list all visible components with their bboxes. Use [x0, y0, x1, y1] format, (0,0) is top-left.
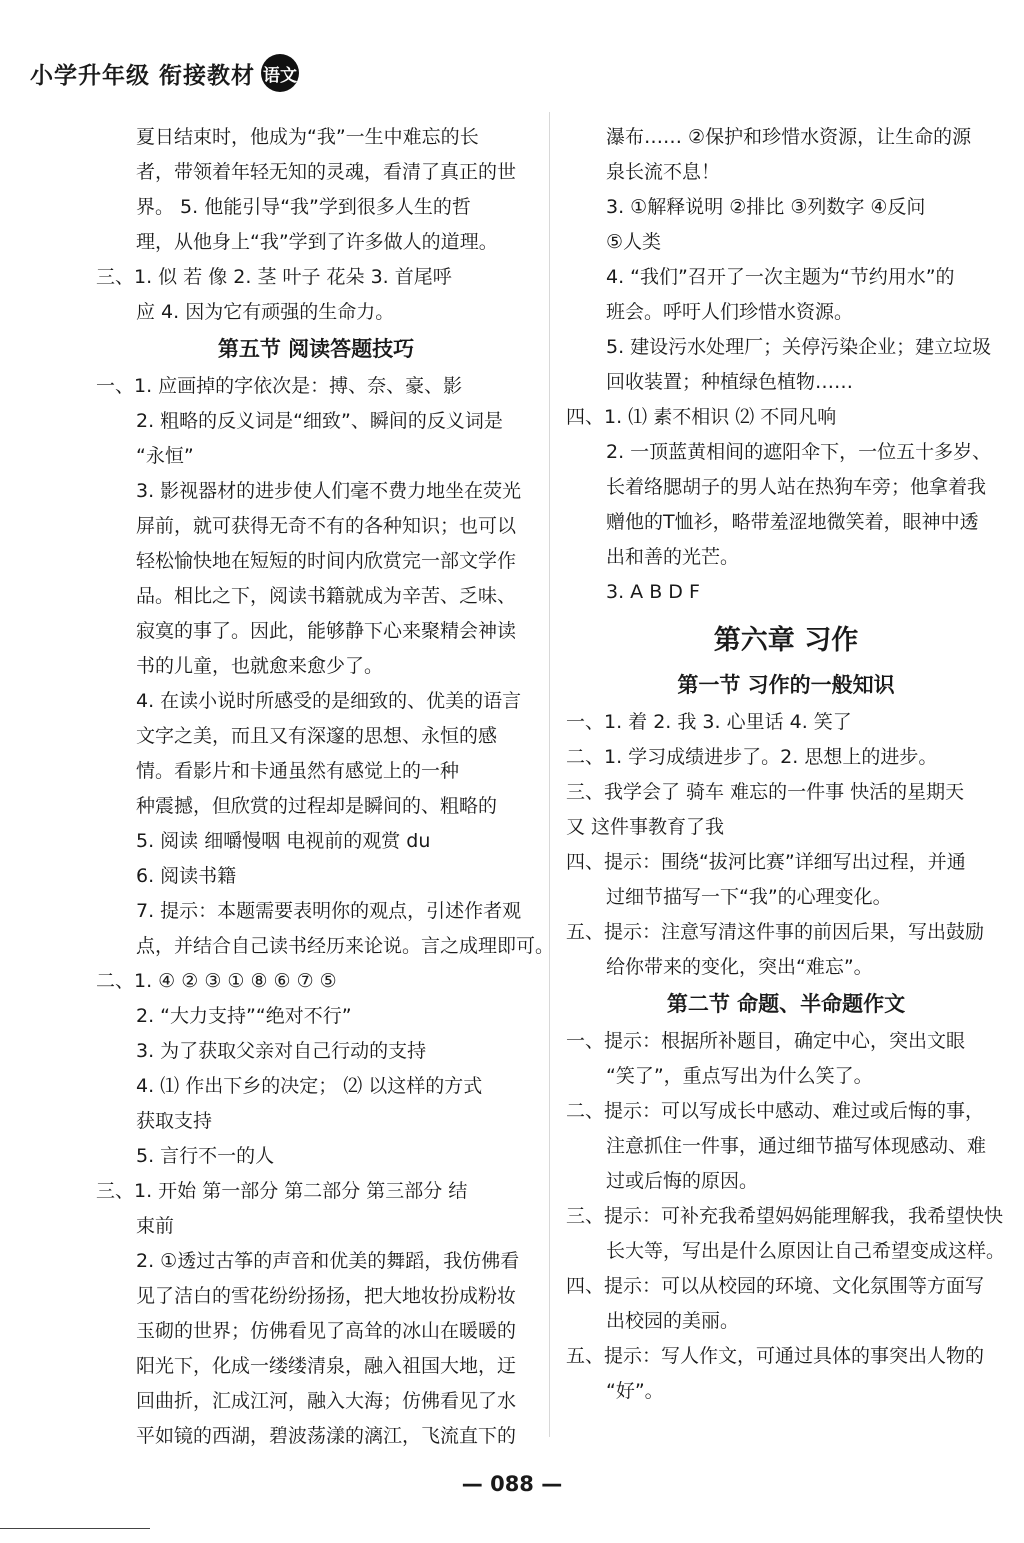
- answer-line: 三、1. 开始 第一部分 第二部分 第三部分 结: [96, 1180, 468, 1202]
- footer-rule: [0, 1528, 150, 1529]
- answer-line: 5. 阅读 细嚼慢咽 电视前的观赏 du: [136, 830, 431, 852]
- answer-line: 4. ⑴ 作出下乡的决定； ⑵ 以这样的方式: [136, 1075, 483, 1097]
- answer-line: 文字之美，而且又有深邃的思想、永恒的感: [136, 725, 498, 747]
- answer-line: 过细节描写一下“我”的心理变化。: [606, 886, 892, 908]
- answer-line: 3. 影视器材的进步使人们毫不费力地坐在荧光: [136, 480, 522, 502]
- answer-line: 给你带来的变化，突出“难忘”。: [606, 956, 873, 978]
- answer-line: 界。 5. 他能引导“我”学到很多人生的哲: [136, 196, 471, 218]
- answer-line: “永恒”: [136, 445, 194, 467]
- answer-line: 泉长流不息！: [606, 161, 721, 183]
- answer-line: 4. “我们”召开了一次主题为“节约用水”的: [606, 266, 955, 288]
- answer-line: 五、提示：写人作文，可通过具体的事突出人物的: [566, 1345, 985, 1367]
- answer-line: ⑤人类: [606, 231, 662, 253]
- answer-line: 班会。呼吁人们珍惜水资源。: [606, 301, 854, 323]
- answer-line: 过或后悔的原因。: [606, 1170, 759, 1192]
- subject-badge: 语文: [261, 54, 299, 92]
- answer-line: 2. 粗略的反义词是“细致”、瞬间的反义词是: [136, 410, 503, 432]
- section-heading: 第五节 阅读答题技巧: [217, 337, 415, 361]
- answer-line: 三、提示：可补充我希望妈妈能理解我，我希望快快: [566, 1205, 1004, 1227]
- answer-line: 赠他的T恤衫，略带羞涩地微笑着，眼神中透: [606, 511, 979, 533]
- answer-line: 四、提示：围绕“拔河比赛”详细写出过程，并通: [566, 851, 966, 873]
- answer-line: 长着络腮胡子的男人站在热狗车旁；他拿着我: [606, 476, 987, 498]
- answer-line: 出和善的光芒。: [606, 546, 740, 568]
- answer-line: 一、1. 着 2. 我 3. 心里话 4. 笑了: [566, 711, 852, 733]
- answer-line: 五、提示：注意写清这件事的前因后果，写出鼓励: [566, 921, 985, 943]
- answer-line: 3. 为了获取父亲对自己行动的支持: [136, 1040, 427, 1062]
- answer-line: 回收装置；种植绿色植物……: [606, 371, 854, 393]
- answer-line: 回曲折，汇成江河，融入大海；仿佛看见了水: [136, 1390, 517, 1412]
- page-number: — 088 —: [461, 1472, 563, 1496]
- answer-line: 5. 建设污水处理厂；关停污染企业；建立垃圾: [606, 336, 992, 358]
- answer-line: 6. 阅读书籍: [136, 865, 237, 887]
- answer-line: 注意抓住一件事，通过细节描写体现感动、难: [606, 1135, 987, 1157]
- page-header: [30, 52, 299, 94]
- answer-line: 一、提示：根据所补题目，确定中心，突出文眼: [566, 1030, 966, 1052]
- answer-line: 四、提示：可以从校园的环境、文化氛围等方面写: [566, 1275, 985, 1297]
- answer-line: 情。看影片和卡通虽然有感觉上的一种: [136, 760, 460, 782]
- answer-line: 4. 在读小说时所感受的是细致的、优美的语言: [136, 690, 522, 712]
- answer-line: 品。相比之下，阅读书籍就成为辛苦、乏味、: [136, 585, 517, 607]
- answer-line: 寂寞的事了。因此，能够静下心来聚精会神读: [136, 620, 517, 642]
- answer-line: 瀑布…… ②保护和珍惜水资源，让生命的源: [606, 126, 972, 148]
- answer-line: 又 这件事教育了我: [566, 816, 725, 838]
- answer-line: 二、1. ④ ② ③ ① ⑧ ⑥ ⑦ ⑤: [96, 970, 337, 992]
- chapter-heading: 第六章 习作: [713, 625, 859, 656]
- answer-line: 3. A B D F: [606, 581, 700, 603]
- answer-line: 种震撼，但欣赏的过程却是瞬间的、粗略的: [136, 795, 498, 817]
- answer-line: 轻松愉快地在短短的时间内欣赏完一部文学作: [136, 550, 517, 572]
- answer-line: 理，从他身上“我”学到了许多做人的道理。: [136, 231, 498, 253]
- answer-line: 一、1. 应画掉的字依次是：搏、奈、豪、影: [96, 375, 463, 397]
- answer-line: 2. ①透过古筝的声音和优美的舞蹈，我仿佛看: [136, 1250, 520, 1272]
- answer-line: 5. 言行不一的人: [136, 1145, 275, 1167]
- answer-line: 2. “大力支持”“绝对不行”: [136, 1005, 352, 1027]
- answer-line: 二、1. 学习成绩进步了。2. 思想上的进步。: [566, 746, 938, 768]
- left-column: [96, 120, 555, 1454]
- answer-line: 三、1. 似 若 像 2. 茎 叶子 花朵 3. 首尾呼: [96, 266, 452, 288]
- answer-line: 者，带领着年轻无知的灵魂，看清了真正的世: [136, 161, 517, 183]
- answer-line: 夏日结束时，他成为“我”一生中难忘的长: [136, 126, 479, 148]
- answer-line: 阳光下，化成一缕缕清泉，融入祖国大地，迂: [136, 1355, 517, 1377]
- book-series-title: 小学升年级 衔接教材: [30, 62, 256, 89]
- section-heading: 第一节 习作的一般知识: [677, 673, 895, 697]
- right-column: [566, 120, 1006, 1409]
- answer-line: 3. ①解释说明 ②排比 ③列数字 ④反问: [606, 196, 926, 218]
- answer-line: 平如镜的西湖，碧波荡漾的漓江，飞流直下的: [136, 1425, 517, 1447]
- answer-line: 书的儿童，也就愈来愈少了。: [136, 655, 384, 677]
- answer-line: 二、提示：可以写成长中感动、难过或后悔的事，: [566, 1100, 985, 1122]
- answer-line: 2. 一顶蓝黄相间的遮阳伞下，一位五十多岁、: [606, 441, 992, 463]
- answer-line: 出校园的美丽。: [606, 1310, 740, 1332]
- column-divider: [549, 112, 550, 1437]
- answer-line: “好”。: [606, 1380, 664, 1402]
- answer-line: 束前: [136, 1215, 175, 1237]
- answer-line: 玉砌的世界；仿佛看见了高耸的冰山在暖暖的: [136, 1320, 517, 1342]
- section-heading: 第二节 命题、半命题作文: [666, 992, 906, 1016]
- answer-line: 获取支持: [136, 1110, 213, 1132]
- answer-line: 7. 提示：本题需要表明你的观点，引述作者观: [136, 900, 522, 922]
- answer-line: 长大等，写出是什么原因让自己希望变成这样。: [606, 1240, 1006, 1262]
- answer-line: 点，并结合自己读书经历来论说。言之成理即可。: [136, 935, 555, 957]
- answer-line: 四、1. ⑴ 素不相识 ⑵ 不同凡响: [566, 406, 837, 428]
- answer-line: 见了洁白的雪花纷纷扬扬，把大地妆扮成粉妆: [136, 1285, 517, 1307]
- answer-line: “笑了”，重点写出为什么笑了。: [606, 1065, 873, 1087]
- answer-line: 屏前，就可获得无奇不有的各种知识；也可以: [136, 515, 517, 537]
- answer-line: 应 4. 因为它有顽强的生命力。: [136, 301, 395, 323]
- answer-line: 三、我学会了 骑车 难忘的一件事 快活的星期天: [566, 781, 965, 803]
